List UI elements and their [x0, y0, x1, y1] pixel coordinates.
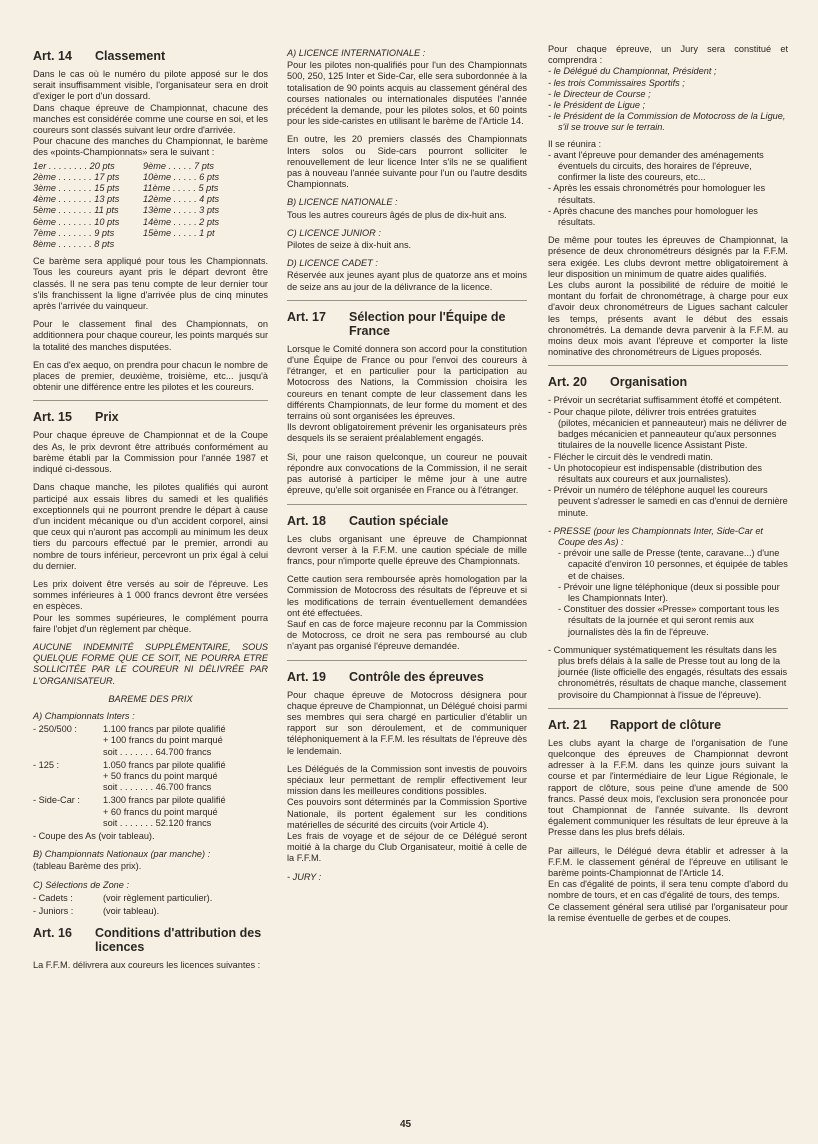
- prize-line: soit . . . . . . . 64.700 francs: [103, 746, 212, 757]
- list-item: - Prévoir un secrétariat suffisamment étoffé et compétent.: [548, 395, 782, 406]
- art21-heading: [548, 718, 788, 732]
- article-number: Art. 14: [33, 49, 72, 63]
- points-cell: 9ème . . . . . 7 pts: [143, 160, 214, 171]
- prize-row: [33, 795, 268, 829]
- article-title: Caution spéciale: [349, 513, 449, 528]
- list-item: - le Directeur de Course ;: [548, 88, 651, 99]
- art17-heading: [287, 310, 527, 338]
- article-number: Art. 18: [287, 513, 326, 528]
- paragraph: Si, pour une raison quelconque, un coureur ne pouvait répondre aux convocations de la Commission, il ne serait pas autorisé à participer le même jour à une autre épreuve, qu'elle soit organisée en France ou à l'étranger.: [287, 451, 527, 496]
- list-item: - Après les essais chronométrés pour homologuer les résultats.: [548, 183, 766, 205]
- subsection-title: C) LICENCE JUNIOR :: [287, 227, 381, 238]
- article-number: Art. 19: [287, 669, 326, 684]
- paragraph: Pour chaque épreuve de Championnat et de la Coupe des As, le prix devront être attribués conformément au barème établi par la Commission pour l'année 1987 et indiqué ci-dessous.: [33, 430, 268, 475]
- paragraph: Tous les autres coureurs âgés de plus de dix-huit ans.: [287, 209, 507, 220]
- jury-label: - JURY :: [287, 871, 322, 882]
- points-cell: 3ème . . . . . . . 15 pts: [33, 183, 120, 194]
- article-title: Classement: [95, 49, 166, 63]
- jury-list: [548, 66, 788, 133]
- points-cell: 8ème . . . . . . . 8 pts: [33, 239, 115, 250]
- paragraph: Les clubs ayant la charge de l'organisation de l'une quelconque des épreuves de Championnat devront adresser à la F.F.M. dans les quinze jours suivant la course et par l'intermédiaire de leur Ligue Régionale, le rapport de clôture, sous peine d'une amende de 500 francs. Passé deux mois, l'exclusion sera prononcée pour tout Championnat de l'année suivante. Ils devront également communiquer les résultats de leur épreuve à la Presse dans les plus brefs délais.: [548, 737, 788, 838]
- zone-value: (voir tableau).: [103, 906, 160, 916]
- subsection-title: A) Championnats Inters :: [33, 710, 135, 721]
- list-item: - Après chacune des manches pour homologuer les résultats.: [548, 205, 758, 228]
- paragraph: Réservée aux jeunes ayant plus de quatorze ans et moins de seize ans au jour de la délivrance de la licence.: [287, 270, 527, 292]
- prize-row: [33, 760, 268, 794]
- paragraph: Sauf en cas de force majeure reconnu par la Commission de Motocross, ce droit ne sera pas remboursé au club n'ayant pas organisé l'épreuve demandée.: [287, 618, 527, 652]
- subsection-title: D) LICENCE CADET :: [287, 258, 378, 269]
- paragraph: Les prix doivent être versés au soir de l'épreuve. Les sommes inférieures à 1 000 francs devront être versées en espèces.: [33, 578, 268, 612]
- paragraph: Il se réunira :: [548, 138, 602, 149]
- page-number: 45: [400, 1119, 412, 1130]
- article-title: Prix: [95, 410, 119, 425]
- presse-title: - PRESSE (pour les Championnats Inter, Side-Car et Coupe des As) :: [548, 525, 763, 547]
- paragraph: De même pour toutes les épreuves de Championnat, la présence de deux chronométreurs désignés par la F.F.M. sera exigée. Les clubs devront mettre obligatoirement à leur disposition un minimum de quatre aides qualifiés.: [548, 235, 788, 279]
- art18-heading: [287, 514, 527, 528]
- paragraph: Dans le cas où le numéro du pilote apposé sur le dos serait insuffisamment visible, l'organisateur sera en droit d'exiger le port d'un dossard.: [33, 69, 268, 102]
- prize-label: - Side-Car :: [33, 795, 80, 806]
- presse-list: [558, 548, 788, 638]
- paragraph: - Coupe des As (voir tableau).: [33, 830, 155, 841]
- paragraph: Pour chacune des manches du Championnat, le barème des «points-Championnats» sera le suivant :: [33, 136, 268, 158]
- prize-line: soit . . . . . . . 52.120 francs: [103, 817, 212, 828]
- paragraph: Lorsque le Comité donnera son accord pour la constitution d'une Équipe de France ou pour l'envoi des coureurs à l'étranger, et en particulier pour la participation au Motocross des Nations, la Commission choisira les coureurs en tenant compte de leur classement dans les différents Championnats, de leur forme du moment et des terrains où sont organisées les épreuves.: [287, 343, 527, 422]
- subsection-title: A) LICENCE INTERNATIONALE :: [287, 48, 426, 58]
- points-cell: 10ème . . . . . 6 pts: [143, 171, 220, 182]
- points-cell: 7ème . . . . . . . 9 pts: [33, 227, 115, 238]
- prize-row: [33, 724, 268, 758]
- points-cell: 2ème . . . . . . . 17 pts: [33, 171, 120, 182]
- paragraph: Les clubs auront la possibilité de réduire de moitié le montant du forfait de chronométrage, à charge pour eux d'avoir deux chronométreurs de Ligues sachant calculer les temps, présents avant le début des essais chronométrés. La demande devra parvenir à la F.F.M. au moins deux mois avant l'épreuve et comporter la liste nominative des chronométreurs de Ligues proposés.: [548, 280, 788, 358]
- zone-value: (voir règlement particulier).: [103, 892, 213, 903]
- points-cell: 1er . . . . . . . . 20 pts: [33, 160, 115, 171]
- zone-label: - Cadets :: [33, 892, 73, 903]
- points-cell: 15ème . . . . . 1 pt: [143, 227, 215, 238]
- list-item: - le Président de Ligue ;: [548, 100, 646, 111]
- art14-heading: [33, 49, 268, 63]
- art20-heading: [548, 375, 788, 389]
- prize-line: 1.100 francs par pilote qualifié: [103, 724, 226, 735]
- paragraph: Pour chaque épreuve, un Jury sera constitué et comprendra :: [548, 44, 788, 66]
- points-cell: 11ème . . . . . 5 pts: [143, 183, 219, 194]
- paragraph: Dans chaque épreuve de Championnat, chacune des manches est considérée comme une course en soi, et les coureurs sont classés suivant leur ordre d'arrivée.: [33, 102, 268, 136]
- paragraph: Pour le classement final des Championnats, on additionnera pour chaque coureur, les points marqués sur la totalité des manches disputées.: [33, 319, 268, 352]
- subsection-title: B) Championnats Nationaux (par manche) :: [33, 849, 211, 860]
- prize-line: 1.300 francs par pilote qualifié: [103, 795, 226, 806]
- prize-line: soit . . . . . . . 46.700 francs: [103, 782, 212, 793]
- article-title: Sélection pour l'Équipe de France: [349, 309, 506, 338]
- paragraph: Cette caution sera remboursée après homologation par la Commission de Motocross des résultats de l'épreuve et si les modifications de terrain éventuellement demandées ont été effectuées.: [287, 574, 527, 618]
- list-item: - Un photocopieur est indispensable (distribution des résultats aux coureurs et aux journalistes).: [548, 462, 762, 484]
- list-item: - les trois Commissaires Sportifs ;: [548, 77, 685, 88]
- art15-heading: [33, 410, 268, 424]
- article-number: Art. 17: [287, 309, 326, 324]
- article-title: Contrôle des épreuves: [349, 669, 484, 684]
- article-title: Organisation: [610, 375, 688, 390]
- paragraph: Par ailleurs, le Délégué devra établir et adresser à la F.F.M. le classement général de l'épreuve en utilisant le barème points-Championnat de l'Article 14.: [548, 845, 788, 878]
- points-cell: 6ème . . . . . . . 10 pts: [33, 216, 120, 227]
- list-item: - Pour chaque pilote, délivrer trois entrées gratuites (pilotes, mécanicien et panneauteur) mais ne délivrer de badges mécanicien et panneauteur qu'aux personnes titulaires de la nouvelle licence Assistant Piste.: [548, 406, 787, 451]
- paragraph: Pour les pilotes non-qualifiés pour l'un des Championnats 500, 250, 125 Inter et Side-Car, elle sera subordonnée à la totalisation de 90 points acquis au classement général des courses nationales ou internationales disputées l'année précédent la demande, pour les pilotes solos, et 60 points pour les side-caristes en utilisant le barème de l'Article 14.: [287, 60, 527, 127]
- paragraph: En cas d'ex aequo, on prendra pour chacun le nombre de places de premier, deuxième, troisième, etc... jusqu'à obtenir une différence entre les pilotes et les coureurs.: [33, 359, 268, 393]
- points-cell: [143, 239, 253, 250]
- paragraph: La F.F.M. délivrera aux coureurs les licences suivantes :: [33, 960, 261, 971]
- bareme-title: BAREME DES PRIX: [108, 693, 193, 704]
- article-number: Art. 15: [33, 410, 72, 425]
- divider: [548, 708, 788, 709]
- paragraph: En outre, les 20 premiers classés des Championnats Inters solos ou Side-cars pourront solliciter le renouvellement de leur licence Inter s'ils ne se qualifient pas à nouveau l'année suivante pour l'un ou l'autre desdits Championnats.: [287, 134, 527, 190]
- prize-line: + 100 francs du point marqué: [103, 735, 223, 746]
- list-item: - Prévoir un numéro de téléphone auquel les coureurs peuvent s'adresser le samedi en cas d'ennui de dernière minute.: [548, 485, 788, 518]
- organisation-list: [548, 395, 788, 518]
- column-left: [33, 40, 268, 978]
- paragraph: Les Délégués de la Commission sont investis de pouvoirs spéciaux leur permettant de remplir effectivement leur mission dans les meilleures conditions possibles.: [287, 763, 527, 797]
- paragraph: Ce barème sera appliqué pour tous les Championnats. Tous les coureurs ayant pris le départ devront être classés. Il ne sera pas tenu compte de leur dernier tour s'ils franchissent la ligne d'arrivée plus de cinq minutes après l'arrivée du vainqueur.: [33, 256, 268, 312]
- list-item: - Prévoir une ligne téléphonique (deux si possible pour les Championnats Inter).: [558, 581, 780, 603]
- subsection-title: B) LICENCE NATIONALE :: [287, 197, 398, 208]
- column-right: [548, 44, 788, 931]
- paragraph: Les frais de voyage et de séjour de ce Délégué seront moitié à la charge du Club Organisateur, moitié à celle de la F.F.M.: [287, 830, 527, 864]
- list-item: - Flécher le circuit dès le vendredi matin.: [548, 451, 713, 462]
- points-cell: 12ème . . . . . 4 pts: [143, 194, 220, 205]
- art19-heading: [287, 670, 527, 684]
- prize-label: - 250/500 :: [33, 724, 77, 735]
- paragraph: Pilotes de seize à dix-huit ans.: [287, 240, 412, 251]
- paragraph: Dans chaque manche, les pilotes qualifiés qui auront participé aux essais libres du samedi et les qualifiés exceptionnels qui ne pourront prendre le départ à cause d'un incident mécanique ou d'un accident corporel, ainsi que ceux qui n'auront pas accompli au minimum les deux tiers du parcours effectué par le premier, arrondi au nombre de tours inférieur, percevront un prix égal à celui du dernier.: [33, 482, 268, 571]
- art16-heading: [33, 926, 268, 954]
- article-number: Art. 20: [548, 375, 587, 390]
- article-number: Art. 21: [548, 717, 587, 732]
- paragraph: Ce classement général sera utilisé par l'organisateur pour la remise éventuelle de gerbes et de coupes.: [548, 901, 788, 923]
- subsection-title: C) Sélections de Zone :: [33, 879, 130, 890]
- zone-label: - Juniors :: [33, 906, 74, 916]
- prize-line: + 50 francs du point marqué: [103, 770, 218, 781]
- article-number: Art. 16: [33, 926, 72, 941]
- zone-row: [33, 893, 268, 904]
- warning-text: AUCUNE INDEMNITÉ SUPPLÉMENTAIRE, SOUS QUELQUE FORME QUE CE SOIT, NE POURRA ETRE SOLLICITÉE PAR LE COUREUR NI DÉLIVRÉE PAR L'ORGANISATEUR.: [33, 641, 268, 686]
- points-cell: 13ème . . . . . 3 pts: [143, 205, 220, 216]
- list-item: - le Délégué du Championnat, Président ;: [548, 66, 717, 77]
- list-item: - le Président de la Commission de Motocross de la Ligue, s'il se trouve sur le terrain.: [548, 111, 786, 133]
- divider: [33, 400, 268, 401]
- paragraph: (tableau Barème des prix).: [33, 861, 142, 872]
- prize-line: + 60 francs du point marqué: [103, 806, 218, 817]
- points-cell: 5ème . . . . . . . 11 pts: [33, 205, 119, 216]
- divider: [287, 504, 527, 505]
- zone-row: [33, 906, 268, 917]
- prize-label: - 125 :: [33, 759, 60, 770]
- article-title: Rapport de clôture: [610, 717, 722, 732]
- paragraph: Les clubs organisant une épreuve de Championnat devront verser à la F.F.M. une caution spéciale de mille francs, pour n'importe quelle épreuve des Championnats.: [287, 533, 527, 566]
- list-item: - Constituer des dossier «Presse» comportant tous les résultats de la journée et qui seront remis aux journalistes dès la fin de l'épreuve.: [558, 604, 780, 637]
- list-item: - prévoir une salle de Presse (tente, caravane...) d'une capacité d'environ 10 personnes, et équipée de tables et de chaises.: [558, 548, 788, 581]
- points-table: [33, 161, 268, 251]
- reunit-list: [548, 150, 788, 228]
- paragraph: Ils devront obligatoirement prévenir les organisateurs près desquels ils se seraient préalablement engagés.: [287, 422, 527, 444]
- column-middle: [287, 48, 527, 890]
- paragraph: En cas d'égalité de points, il sera tenu compte d'abord du nombre de tours, et en cas d'égalité de tours, des temps.: [548, 879, 788, 901]
- points-cell: 14ème . . . . . 2 pts: [143, 216, 220, 227]
- paragraph: Pour chaque épreuve de Motocross désignera pour chaque épreuve de Championnat, un Délégué choisi parmi ses membres qui sera chargé en particulier d'établir un rapport sur son déroulement, et de communiquer téléphoniquement à la F.F.M. les résultats de l'épreuve dès le lendemain.: [287, 689, 527, 756]
- paragraph: Ces pouvoirs sont déterminés par la Commission Sportive Nationale, ils portent également sur les conditions matérielles de sécurité des circuits (voir Article 4).: [287, 797, 527, 830]
- prize-line: 1.050 francs par pilote qualifié: [103, 759, 226, 770]
- article-title: Conditions d'attribution des licences: [95, 926, 262, 955]
- divider: [287, 660, 527, 661]
- list-item: - Communiquer systématiquement les résultats dans les plus brefs délais à la salle de Presse tout au long de la journée (liste officielle des engagés, résultats des essais chronométrés, résultats de chaque manche, classement provisoire du Championnat à l'issue de l'épreuve).: [548, 644, 788, 700]
- list-item: - avant l'épreuve pour demander des aménagements éventuels du circuits, des horaires de l'épreuve, confirmer la liste des coureurs, etc...: [548, 149, 764, 183]
- divider: [548, 365, 788, 366]
- points-cell: 4ème . . . . . . . 13 pts: [33, 194, 120, 205]
- divider: [287, 300, 527, 301]
- paragraph: Pour les sommes supérieures, le complément pourra faire l'objet d'un règlement par chèque.: [33, 612, 268, 634]
